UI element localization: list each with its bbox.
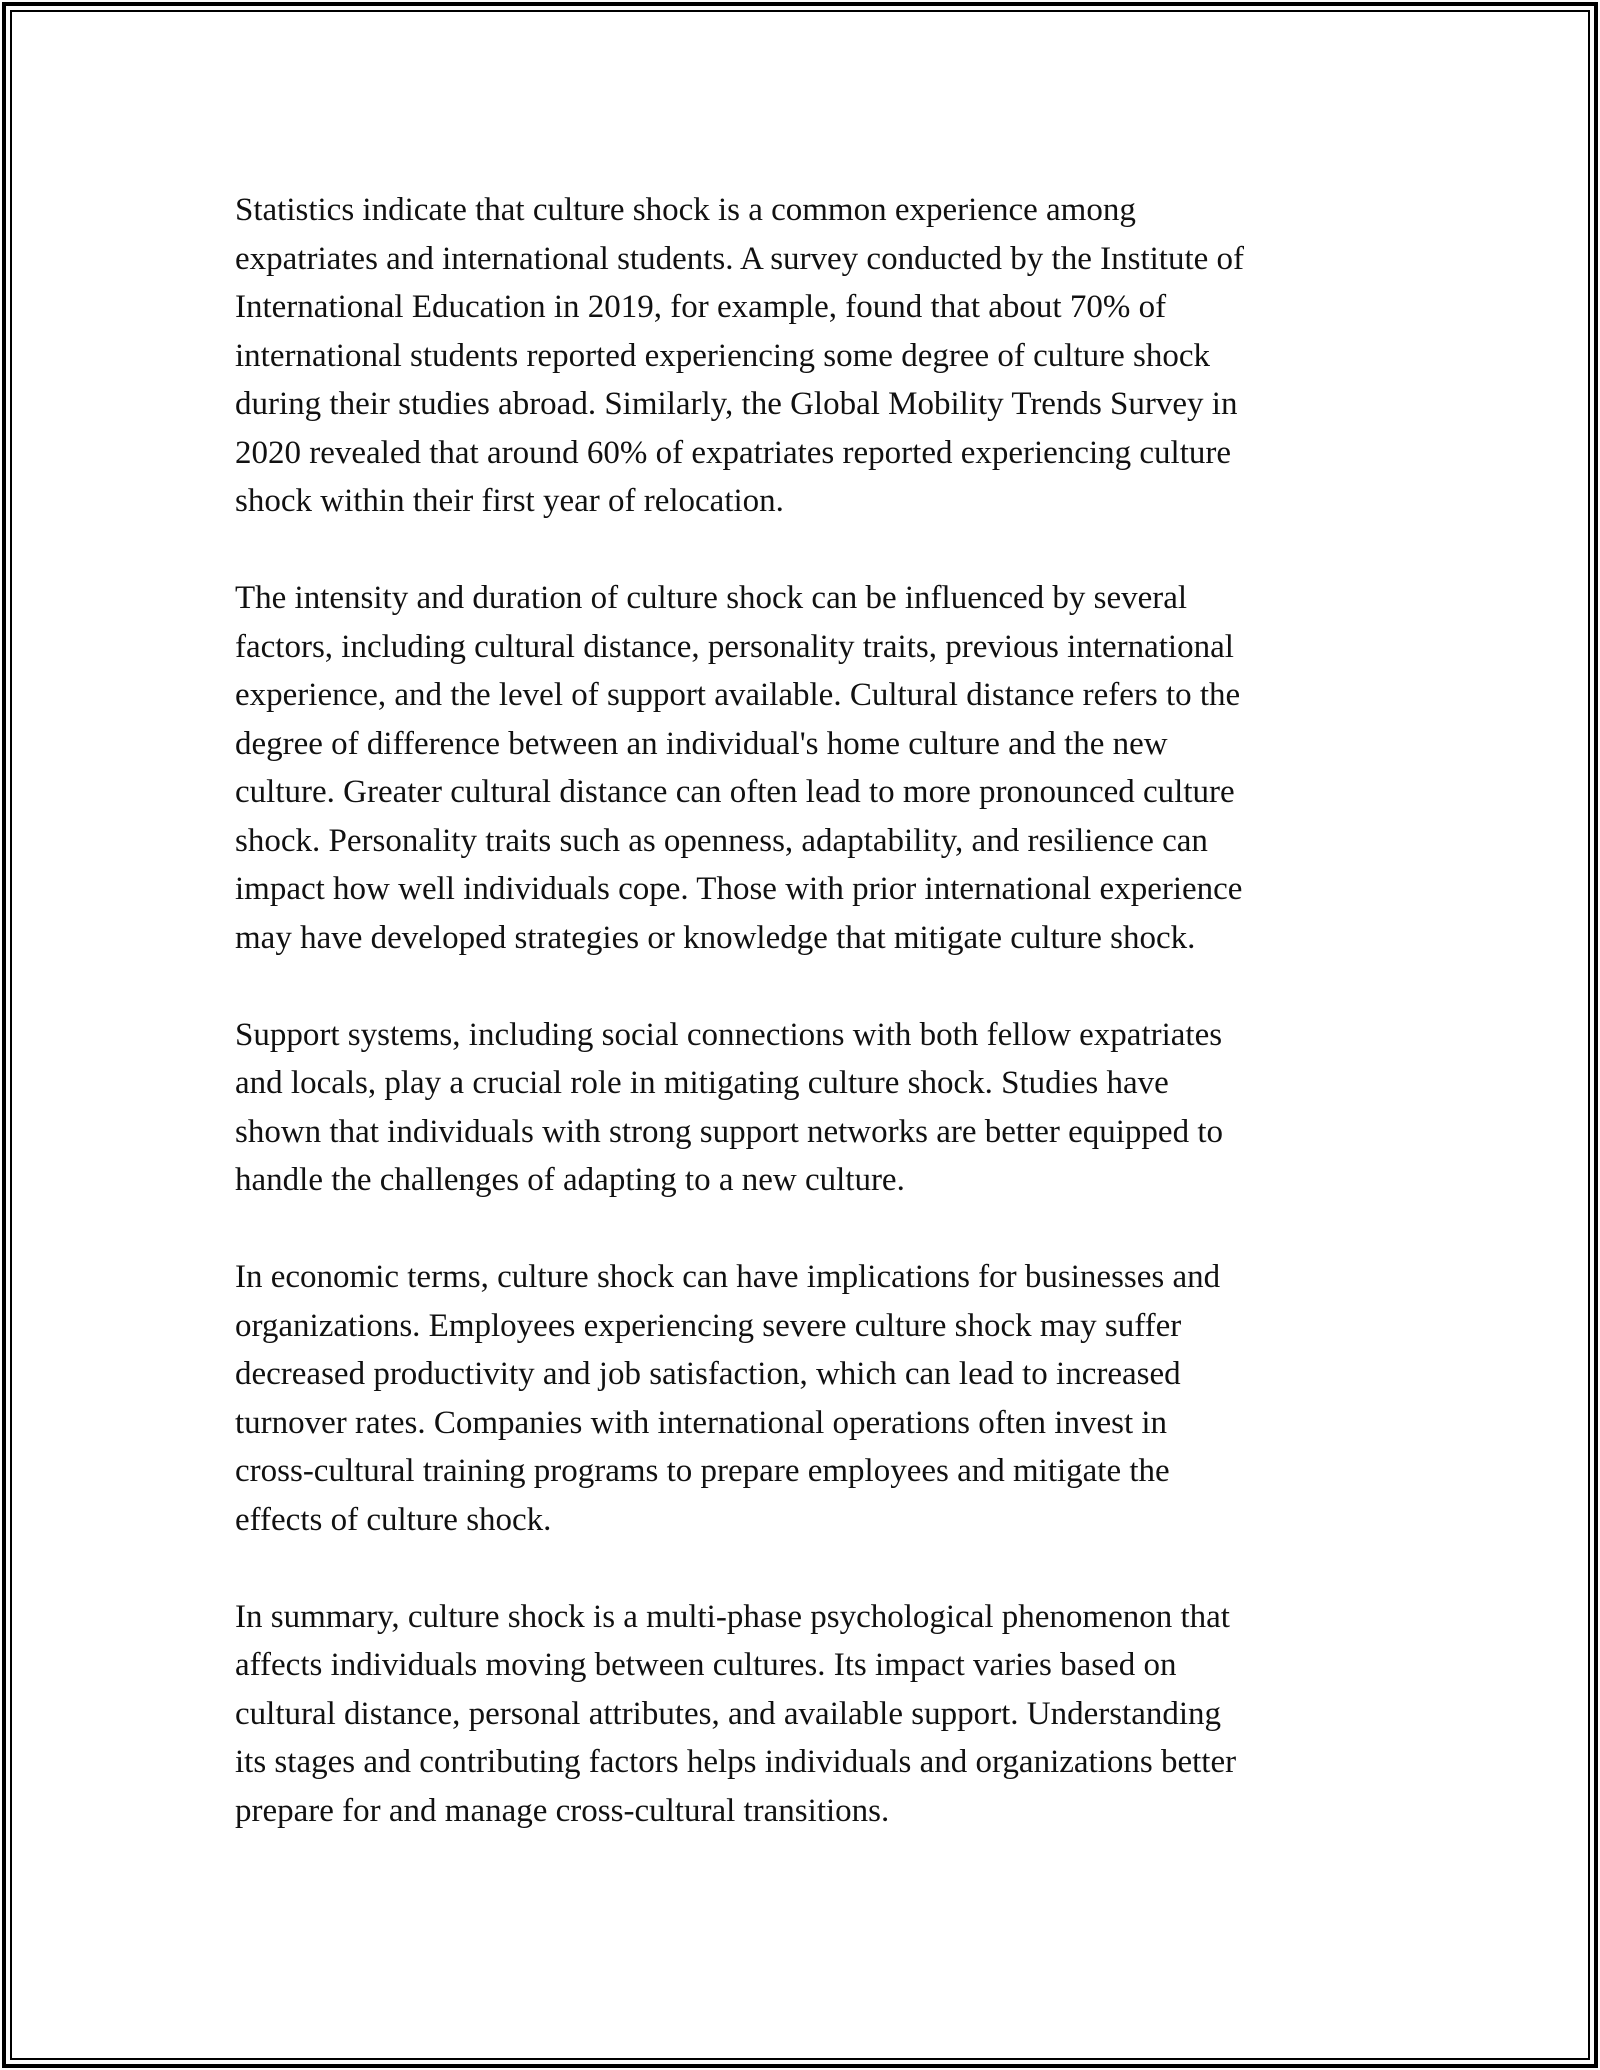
paragraph-economic-terms: In economic terms, culture shock can have implications for businesses and organizations. Employees experiencing severe culture shock may suffer decreased productivity and job satisfaction, which can lead to increased turnover rates. Companies with international operations often invest in cross-cultural training programs to prepare employees and mitigate the effects of culture shock. [235,1259,1221,1538]
paragraph-influencing-factors: The intensity and duration of culture shock can be influenced by several factors, including cultural distance, personality traits, previous international experience, and the level of support available. Cultural distance refers to the degree of difference between an individual's home culture and the new culture. Greater cultural distance can often lead to more pronounced culture shock. Personality traits such as openness, adaptability, and resilience can impact how well individuals cope. Those with prior international experience may have developed strategies or knowledge that mitigate culture shock. [235,580,1243,956]
document-body [235,186,1385,1835]
paragraph-support-systems: Support systems, including social connections with both fellow expatriates and locals, play a crucial role in mitigating culture shock. Studies have shown that individuals with strong support networks are better equipped to handle the challenges of adapting to a new culture. [235,1016,1224,1198]
paragraph-summary: In summary, culture shock is a multi-phase psychological phenomenon that affects individuals moving between cultures. Its impact varies based on cultural distance, personal attributes, and available support. Understanding its stages and contributing factors helps individuals and organizations better prepare for and manage cross-cultural transitions. [235,1598,1237,1829]
paragraph-statistics: Statistics indicate that culture shock is a common experience among expatriates and international students. A survey conducted by the Institute of International Education in 2019, for example, found that about 70% of international students reported experiencing some degree of culture shock during their studies abroad. Similarly, the Global Mobility Trends Survey in 2020 revealed that around 60% of expatriates reported experiencing culture shock within their first year of relocation. [235,192,1244,519]
